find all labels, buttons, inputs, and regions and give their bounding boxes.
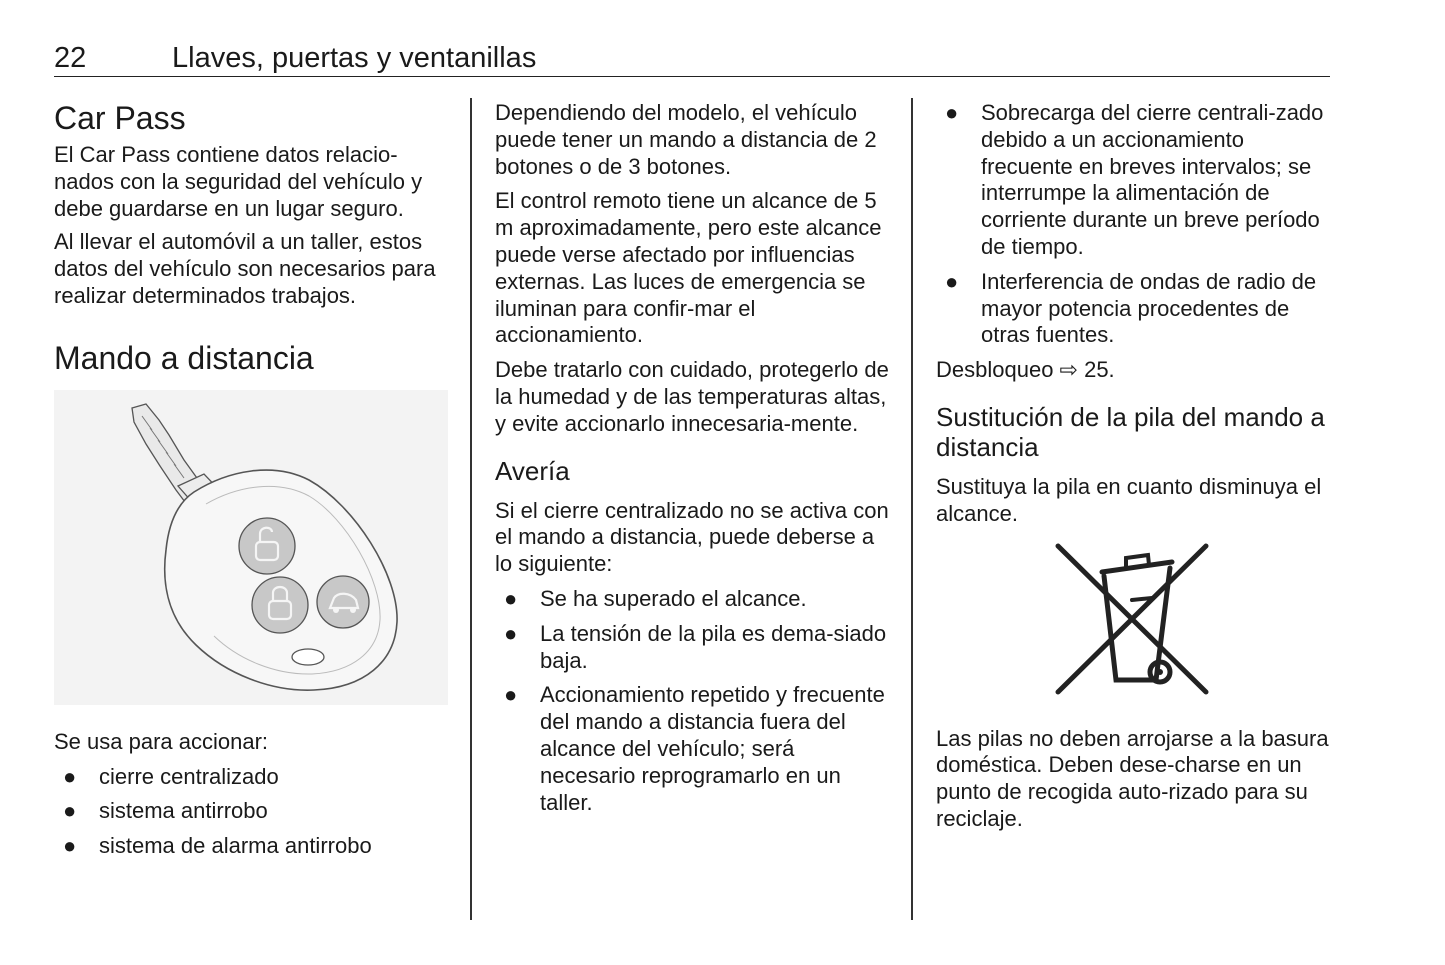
fault-heading: Avería	[495, 455, 570, 486]
list-item	[495, 621, 895, 675]
bullet-icon: ●	[63, 833, 77, 859]
fault-list	[495, 586, 895, 816]
battery-heading: Sustitución de la pila del mando a distancia	[936, 401, 1325, 462]
remote-key-illustration	[54, 390, 448, 705]
list-item-text: cierre centralizado	[99, 763, 279, 789]
unlock-reference[interactable]: Desbloqueo ⇨ 25.	[936, 357, 1115, 383]
bullet-icon: ●	[945, 268, 959, 294]
column-divider	[911, 98, 913, 920]
bullet-icon: ●	[63, 798, 77, 824]
use-list	[54, 764, 454, 860]
chapter-title: Llaves, puertas y ventanillas	[172, 42, 537, 74]
list-item-text: Sobrecarga del cierre centrali-zado debido a un accionamiento frecuente en breves intervalos; se interrumpe la alimentación de corriente durante un breve período de tiempo.	[981, 100, 1324, 259]
list-item-text: sistema antirrobo	[99, 798, 268, 824]
list-item-text: La tensión de la pila es dema-siado baja.	[540, 620, 887, 673]
list-item	[495, 586, 895, 613]
use-intro: Se usa para accionar:	[54, 728, 269, 754]
models-paragraph: Dependiendo del modelo, el vehículo puede tener un mando a distancia de 2 botones o de 3 botones.	[495, 100, 877, 179]
column-divider	[470, 98, 472, 920]
bullet-icon: ●	[504, 585, 518, 611]
bullet-icon: ●	[63, 763, 77, 789]
page-header	[54, 40, 1330, 77]
list-item-text: Se ha superado el alcance.	[540, 585, 807, 611]
crossed-bin-icon	[936, 542, 1336, 702]
fault-intro: Si el cierre centralizado no se activa con el mando a distancia, puede deberse a lo siguiente:	[495, 497, 889, 577]
battery-paragraph: Sustituya la pila en cuanto disminuya el alcance.	[936, 473, 1322, 526]
column-right	[936, 100, 1336, 833]
list-item-text: Accionamiento repetido y frecuente del mando a distancia fuera del alcance del vehículo; será necesario reprogramarlo en un taller.	[540, 682, 885, 815]
bullet-icon: ●	[504, 682, 518, 708]
list-item	[936, 269, 1336, 349]
list-item	[495, 682, 895, 816]
bullet-icon: ●	[945, 100, 959, 125]
car-pass-heading: Car Pass	[54, 100, 186, 136]
car-pass-paragraph: Al llevar el automóvil a un taller, estos datos del vehículo son necesarios para realizar determinados trabajos.	[54, 229, 436, 308]
range-paragraph: El control remoto tiene un alcance de 5 m aproximadamente, pero este alcance puede verse afectado por influencias externas. Las luces de emergencia se iluminan para confir-mar el accionamiento.	[495, 188, 882, 348]
care-paragraph: Debe tratarlo con cuidado, protegerlo de la humedad y de las temperaturas altas, y evite accionarlo innecesaria-mente.	[495, 357, 889, 436]
bullet-icon: ●	[504, 620, 518, 646]
list-item	[54, 833, 454, 860]
list-item-text: Interferencia de ondas de radio de mayor potencia procedentes de otras fuentes.	[981, 268, 1317, 348]
remote-heading: Mando a distancia	[54, 339, 314, 376]
battery-disposal-paragraph: Las pilas no deben arrojarse a la basura doméstica. Deben dese-charse en un punto de recogida auto-rizado para su reciclaje.	[936, 725, 1329, 831]
page-number: 22	[54, 42, 87, 74]
list-item	[54, 798, 454, 825]
list-item	[936, 100, 1336, 261]
fault-list-continued	[936, 100, 1336, 349]
column-left	[54, 100, 454, 860]
car-pass-paragraph: El Car Pass contiene datos relacio-nados con la seguridad del vehículo y debe guardarse en un lugar seguro.	[54, 142, 423, 221]
list-item	[54, 764, 454, 791]
list-item-text: sistema de alarma antirrobo	[99, 833, 372, 859]
column-middle	[495, 100, 895, 816]
